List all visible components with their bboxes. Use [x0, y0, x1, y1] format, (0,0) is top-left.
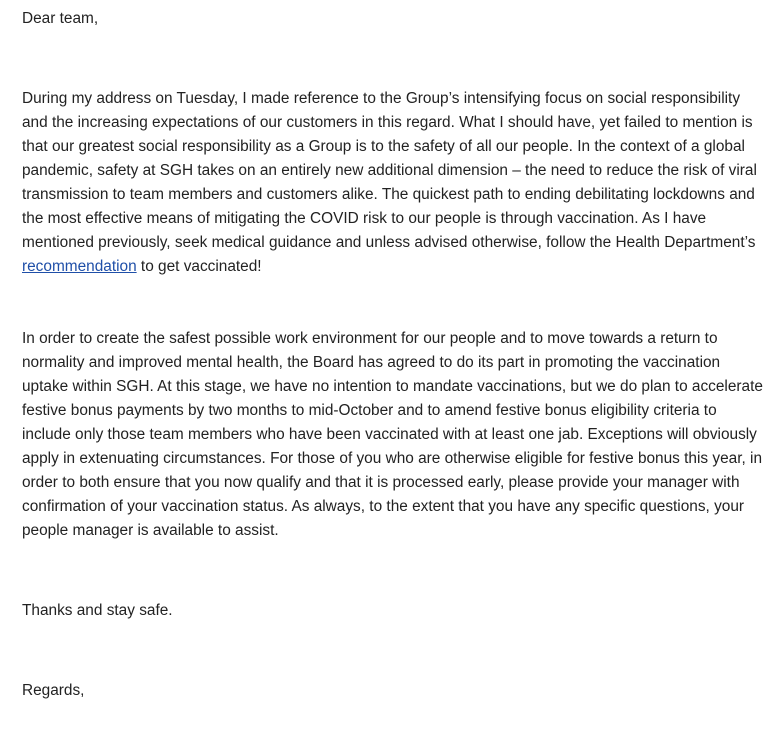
email-body	[22, 7, 766, 703]
email-paragraph-1	[22, 87, 766, 279]
recommendation-link[interactable]: recommendation	[22, 258, 137, 275]
email-signoff: Regards,	[22, 682, 85, 699]
email-closing: Thanks and stay safe.	[22, 602, 173, 619]
paragraph-1-text-after-link: to get vaccinated!	[136, 258, 262, 275]
email-paragraph-2: In order to create the safest possible work environment for our people and to move towards a return to normality and improved mental health, the Board has agreed to do its part in promoting the vaccination uptake within SGH. At this stage, we have no intention to mandate vaccinations, but we do plan to accelerate festive bonus payments by two months to mid-October and to amend festive bonus eligibility criteria to include only those team members who have been vaccinated with at least one jab. Exceptions will obviously apply in extenuating circumstances. For those of you who are otherwise eligible for festive bonus this year, in order to both ensure that you now qualify and that it is processed early, please provide your manager with confirmation of your vaccination status. As always, to the extent that you have any specific questions, your people manager is available to assist.	[22, 330, 763, 539]
email-greeting: Dear team,	[22, 10, 99, 27]
paragraph-1-text-before-link: During my address on Tuesday, I made reference to the Group’s intensifying focus on social responsibility and the increasing expectations of our customers in this regard. What I should have, yet failed to mention is that our greatest social responsibility as a Group is to the safety of all our people. In the context of a global pandemic, safety at SGH takes on an entirely new additional dimension – the need to reduce the risk of viral transmission to team members and customers alike. The quickest path to ending debilitating lockdowns and the most effective means of mitigating the COVID risk to our people is through vaccination. As I have mentioned previously, seek medical guidance and unless advised otherwise, follow the Health Department’s	[22, 90, 757, 251]
